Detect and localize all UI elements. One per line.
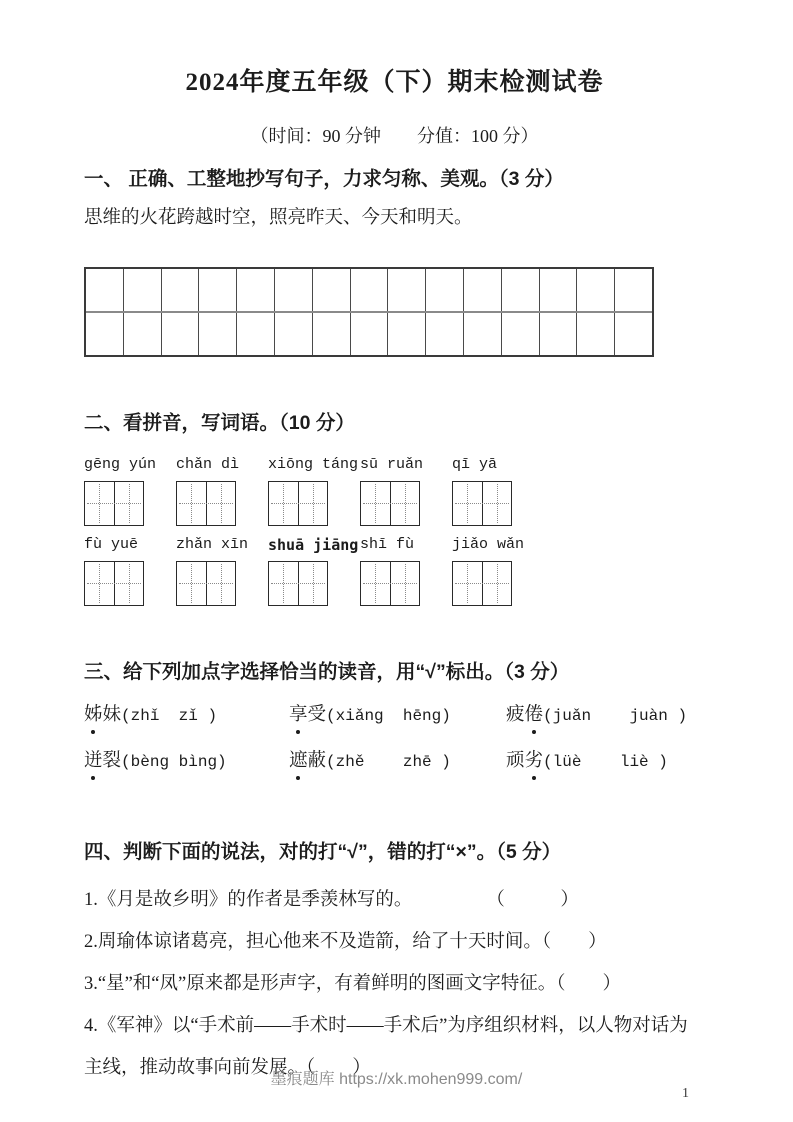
box-cell xyxy=(269,562,298,605)
section-two-heading: 二、看拼音，写词语。（10 分） xyxy=(84,411,355,434)
grid-row xyxy=(86,311,652,355)
grid-cell xyxy=(199,269,237,311)
pinyin-word-group xyxy=(452,535,544,606)
box-cell xyxy=(114,482,144,525)
box-cell xyxy=(177,562,206,605)
judgment-item: 2.周瑜体谅诸葛亮，担心他来不及造箭，给了十天时间。（ ） xyxy=(84,931,607,952)
grid-cell xyxy=(162,269,200,311)
pinyin-options: (xiǎng hēng) xyxy=(326,706,451,725)
dotted-char: 享 xyxy=(289,700,308,730)
grid-cell xyxy=(540,313,578,355)
writing-box xyxy=(268,481,328,526)
pronunciation-item xyxy=(289,746,506,777)
pinyin-word-group xyxy=(452,455,544,526)
pinyin-label: zhǎn xīn xyxy=(176,535,249,553)
grid-cell xyxy=(351,269,389,311)
pronunciation-item xyxy=(84,700,289,731)
judgment-item: 4.《军神》以“手术前——手术时——手术后”为序组织材料，以人物对话为主线，推动故事向前发展。（ ） xyxy=(84,1015,688,1078)
judgment-item: 1.《月是故乡明》的作者是季羡林写的。 （ ） xyxy=(84,889,579,910)
box-cell xyxy=(361,562,390,605)
grid-cell xyxy=(313,313,351,355)
pinyin-label: jiǎo wǎn xyxy=(452,535,525,553)
grid-cell xyxy=(464,269,502,311)
pronunciation-item xyxy=(84,746,289,777)
grid-cell xyxy=(426,313,464,355)
pinyin-word-group xyxy=(176,455,268,526)
grid-row xyxy=(86,269,652,311)
grid-cell xyxy=(577,269,615,311)
pinyin-label: shuā jiāng xyxy=(268,535,359,554)
writing-box xyxy=(360,481,420,526)
pinyin-label: fù yuē xyxy=(84,535,139,553)
pronunciation-item xyxy=(506,746,705,777)
grid-cell xyxy=(124,269,162,311)
grid-cell xyxy=(86,313,124,355)
pronunciation-row-1 xyxy=(84,700,705,731)
grid-cell xyxy=(124,313,162,355)
box-cell xyxy=(206,482,236,525)
dotted-char: 姊 xyxy=(84,700,103,730)
grid-cell xyxy=(313,269,351,311)
pinyin-label: sū ruǎn xyxy=(360,455,424,473)
box-cell xyxy=(390,482,420,525)
grid-cell xyxy=(162,313,200,355)
pinyin-options: (juǎn juàn ) xyxy=(543,706,688,725)
grid-cell xyxy=(502,313,540,355)
page-number: 1 xyxy=(682,1086,689,1101)
grid-cell xyxy=(237,269,275,311)
pinyin-label: shī fù xyxy=(360,535,415,553)
section-one-heading: 一、 正确、工整地抄写句子，力求匀称、美观。（3 分） xyxy=(84,168,564,190)
pinyin-word-group xyxy=(84,535,176,606)
grid-cell xyxy=(540,269,578,311)
dotted-char: 迸 xyxy=(84,746,103,776)
pinyin-word-group xyxy=(268,535,360,606)
pinyin-row-2 xyxy=(84,535,705,606)
grid-cell xyxy=(615,269,652,311)
pinyin-word-group xyxy=(268,455,360,526)
judgment-item: 3.“星”和“凤”原来都是形声字，有着鲜明的图画文字特征。（ ） xyxy=(84,973,621,994)
exam-meta: （时间：90 分钟 分值：100 分） xyxy=(250,126,539,146)
grid-cell xyxy=(86,269,124,311)
pinyin-label: chǎn dì xyxy=(176,455,240,473)
pinyin-word-group xyxy=(360,455,452,526)
dotted-char: 劣 xyxy=(525,746,544,776)
dotted-char: 遮 xyxy=(289,746,308,776)
box-cell xyxy=(482,562,512,605)
footer-link[interactable]: 墨痕题库 https://xk.mohen999.com/ xyxy=(270,1071,523,1088)
pinyin-word-group xyxy=(84,455,176,526)
word-text: 顽 xyxy=(506,750,525,771)
writing-box xyxy=(176,561,236,606)
writing-box xyxy=(176,481,236,526)
word-text: 裂 xyxy=(102,750,122,771)
pinyin-options: (zhǐ zǐ ) xyxy=(121,706,218,725)
pronunciation-item xyxy=(289,700,506,731)
box-cell xyxy=(298,482,328,525)
box-cell xyxy=(269,482,298,525)
judgment-list xyxy=(84,879,705,1089)
pinyin-options: (lüè liè ) xyxy=(543,752,668,771)
writing-box xyxy=(452,481,512,526)
section-four-heading: 四、判断下面的说法，对的打“√”，错的打“×”。（5 分） xyxy=(84,840,562,863)
box-cell xyxy=(114,562,144,605)
writing-box xyxy=(268,561,328,606)
word-text: 蔽 xyxy=(307,750,327,771)
box-cell xyxy=(361,482,390,525)
grid-cell xyxy=(237,313,275,355)
grid-cell xyxy=(275,313,313,355)
pinyin-label: xiōng táng xyxy=(268,455,359,473)
pinyin-options: (zhě zhē ) xyxy=(326,752,451,771)
box-cell xyxy=(390,562,420,605)
page-title: 2024年度五年级（下）期末检测试卷 xyxy=(185,69,604,96)
pinyin-options: (bèng bìng) xyxy=(121,752,227,771)
word-text: 疲 xyxy=(506,704,525,725)
box-cell xyxy=(206,562,236,605)
grid-cell xyxy=(351,313,389,355)
pinyin-label: qī yā xyxy=(452,455,498,473)
box-cell xyxy=(177,482,206,525)
grid-cell xyxy=(275,269,313,311)
grid-cell xyxy=(615,313,652,355)
pinyin-label: gēng yún xyxy=(84,455,157,473)
pronunciation-item xyxy=(506,700,705,731)
pinyin-row-1 xyxy=(84,455,705,526)
box-cell xyxy=(85,562,114,605)
word-text: 妹 xyxy=(102,704,122,725)
grid-cell xyxy=(502,269,540,311)
box-cell xyxy=(482,482,512,525)
writing-box xyxy=(84,481,144,526)
box-cell xyxy=(85,482,114,525)
grid-cell xyxy=(464,313,502,355)
writing-box xyxy=(452,561,512,606)
box-cell xyxy=(298,562,328,605)
box-cell xyxy=(453,482,482,525)
copybook-grid xyxy=(84,267,654,357)
grid-cell xyxy=(577,313,615,355)
section-three-heading: 三、给下列加点字选择恰当的读音，用“√”标出。（3 分） xyxy=(84,660,570,683)
dotted-char: 倦 xyxy=(525,700,544,730)
pinyin-word-group xyxy=(360,535,452,606)
pinyin-word-group xyxy=(176,535,268,606)
box-cell xyxy=(453,562,482,605)
word-text: 受 xyxy=(307,704,327,725)
grid-cell xyxy=(388,313,426,355)
writing-box xyxy=(360,561,420,606)
copy-sentence: 思维的火花跨越时空，照亮昨天、今天和明天。 xyxy=(84,208,473,228)
grid-cell xyxy=(426,269,464,311)
grid-cell xyxy=(199,313,237,355)
grid-cell xyxy=(388,269,426,311)
pronunciation-row-2 xyxy=(84,746,705,777)
writing-box xyxy=(84,561,144,606)
